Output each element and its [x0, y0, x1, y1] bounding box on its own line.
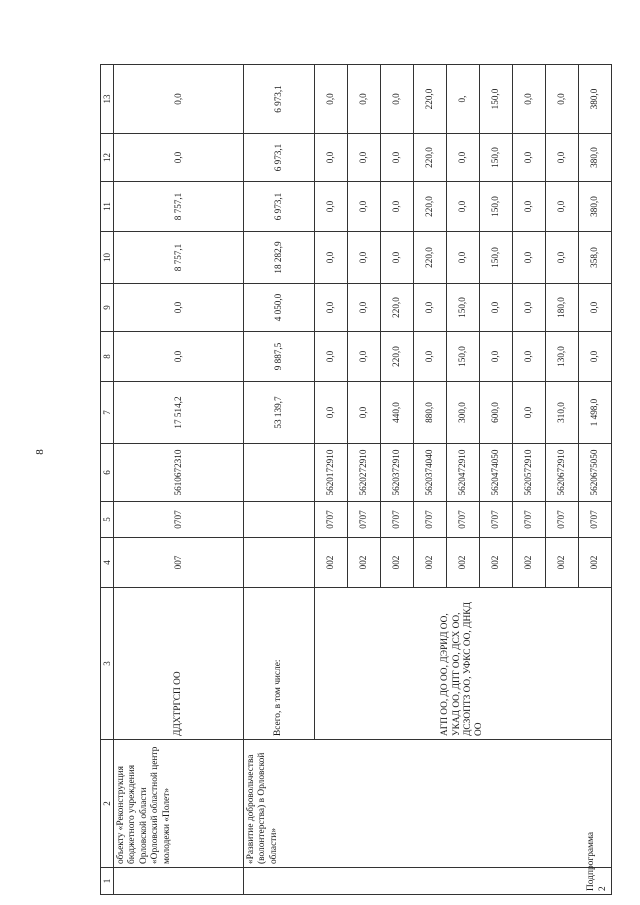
cell: 002 [348, 538, 381, 588]
cell: 0,0 [315, 182, 348, 232]
col-header: 3 [101, 588, 114, 740]
cell: 1 498,0 [579, 382, 612, 444]
cell: 310,0 [546, 382, 579, 444]
cell: 6 973,1 [244, 65, 315, 134]
cell: 0707 [114, 502, 244, 538]
cell: 002 [579, 538, 612, 588]
cell: 5620572910 [513, 444, 546, 502]
cell: 53 139,7 [244, 382, 315, 444]
cell: 0,0 [414, 284, 447, 332]
header-row [101, 65, 114, 895]
cell: 380,0 [579, 65, 612, 134]
cell: 130,0 [546, 332, 579, 382]
cell: 0,0 [348, 382, 381, 444]
cell: 0,0 [381, 232, 414, 284]
cell: 300,0 [447, 382, 480, 444]
cell: 150,0 [480, 182, 513, 232]
cell: 0,0 [315, 134, 348, 182]
cell-empty [244, 502, 315, 538]
cell: 880,0 [414, 382, 447, 444]
cell: 0,0 [480, 284, 513, 332]
cell: 007 [114, 538, 244, 588]
cell: 0,0 [447, 182, 480, 232]
total-label-cell: Всего, в том числе: [244, 588, 315, 740]
col-header: 9 [101, 284, 114, 332]
page-number: 8 [33, 449, 46, 455]
cell: 5620172910 [315, 444, 348, 502]
table-row-object [114, 65, 244, 895]
cell: 220,0 [381, 284, 414, 332]
cell: 0,0 [348, 134, 381, 182]
cell-empty [244, 444, 315, 502]
cell: 0,0 [315, 232, 348, 284]
cell: 220,0 [414, 65, 447, 134]
col-header: 13 [101, 65, 114, 134]
cell: 380,0 [579, 134, 612, 182]
executors-cell: АГП ОО, ДО ОО, ДЭРИД ОО, УКАД ОО, ДПТ ОО, ДСХ ОО, ДСЗОПТЗ ОО, УФКС ОО, ДНКД ОО [315, 588, 612, 740]
col-header: 2 [101, 740, 114, 868]
cell: 5620374040 [414, 444, 447, 502]
executor-cell: ДДХТРГСП ОО [114, 588, 244, 740]
cell: 5620472910 [447, 444, 480, 502]
cell: 0707 [381, 502, 414, 538]
cell: 0,0 [381, 182, 414, 232]
cell: 220,0 [414, 182, 447, 232]
cell: 440,0 [381, 382, 414, 444]
cell: 0,0 [546, 134, 579, 182]
cell: 002 [480, 538, 513, 588]
cell: 0,0 [315, 284, 348, 332]
cell: 0,0 [114, 134, 244, 182]
cell: 0,0 [546, 65, 579, 134]
cell: 8 757,1 [114, 232, 244, 284]
cell: 0,0 [513, 332, 546, 382]
col-header: 6 [101, 444, 114, 502]
cell: 150,0 [447, 332, 480, 382]
cell: 0,0 [315, 332, 348, 382]
cell: 5620672910 [546, 444, 579, 502]
cell: 0,0 [513, 382, 546, 444]
col-header: 5 [101, 502, 114, 538]
cell: 002 [315, 538, 348, 588]
cell: 180,0 [546, 284, 579, 332]
cell: 220,0 [414, 232, 447, 284]
cell: 0707 [579, 502, 612, 538]
cell: 358,0 [579, 232, 612, 284]
cell: 002 [381, 538, 414, 588]
cell: 150,0 [480, 65, 513, 134]
cell: 5620372910 [381, 444, 414, 502]
cell: 0,0 [114, 284, 244, 332]
col-header: 10 [101, 232, 114, 284]
cell: 0,0 [513, 232, 546, 284]
cell: 17 514,2 [114, 382, 244, 444]
col-header: 7 [101, 382, 114, 444]
cell: 0707 [480, 502, 513, 538]
budget-table-rotated [100, 65, 608, 895]
cell: 5610672310 [114, 444, 244, 502]
cell: 0,0 [315, 382, 348, 444]
cell: 0,0 [546, 232, 579, 284]
cell: 0,0 [114, 65, 244, 134]
cell: 0,0 [348, 232, 381, 284]
cell: 600,0 [480, 382, 513, 444]
cell: 5620675050 [579, 444, 612, 502]
cell: 0,0 [579, 284, 612, 332]
cell: 380,0 [579, 182, 612, 232]
cell: 0,0 [348, 65, 381, 134]
cell: 0,0 [480, 332, 513, 382]
cell: 0707 [447, 502, 480, 538]
cell: 150,0 [447, 284, 480, 332]
cell: 0,0 [513, 65, 546, 134]
cell: 0,0 [348, 182, 381, 232]
cell: 0,0 [513, 182, 546, 232]
cell: 0707 [315, 502, 348, 538]
col-header: 12 [101, 134, 114, 182]
cell: 4 050,0 [244, 284, 315, 332]
cell: 18 282,9 [244, 232, 315, 284]
cell: 0,0 [114, 332, 244, 382]
cell: 002 [414, 538, 447, 588]
cell: 0,0 [447, 134, 480, 182]
cell: 150,0 [480, 134, 513, 182]
cell: 0,0 [348, 332, 381, 382]
table-row-total [244, 65, 315, 895]
col-header: 1 [101, 868, 114, 895]
cell: 0,0 [348, 284, 381, 332]
cell: 6 973,1 [244, 134, 315, 182]
col-header: 8 [101, 332, 114, 382]
cell: 5620272910 [348, 444, 381, 502]
cell: 220,0 [381, 332, 414, 382]
cell: 0,0 [447, 232, 480, 284]
cell: 0,0 [381, 65, 414, 134]
cell: 0,0 [546, 182, 579, 232]
cell: 002 [513, 538, 546, 588]
cell: 0, [447, 65, 480, 134]
cell: 0,0 [414, 332, 447, 382]
col-header: 4 [101, 538, 114, 588]
cell: 0,0 [315, 65, 348, 134]
cell: 0,0 [513, 134, 546, 182]
cell: 9 887,5 [244, 332, 315, 382]
cell: 8 757,1 [114, 182, 244, 232]
col-header: 11 [101, 182, 114, 232]
cell: 0707 [513, 502, 546, 538]
cell: 0707 [348, 502, 381, 538]
cell: 6 973,1 [244, 182, 315, 232]
subprogram-label-cell: Подпрограмма 2 [244, 868, 612, 895]
cell-empty [114, 868, 244, 895]
cell-empty [244, 538, 315, 588]
cell: 0707 [546, 502, 579, 538]
cell: 0,0 [381, 134, 414, 182]
cell: 002 [447, 538, 480, 588]
object-name-cell: объекту «Реконструкция бюджетного учреждения Орловской области «Орловский областной центр молодежи «Полет» [114, 740, 244, 868]
subprogram-title-cell: «Развитие добровольчества (волонтерства) в Орловской области» [244, 740, 612, 868]
budget-table [100, 64, 612, 895]
cell: 150,0 [480, 232, 513, 284]
cell: 0,0 [513, 284, 546, 332]
cell: 5620474050 [480, 444, 513, 502]
cell: 0707 [414, 502, 447, 538]
cell: 0,0 [579, 332, 612, 382]
cell: 220,0 [414, 134, 447, 182]
cell: 002 [546, 538, 579, 588]
